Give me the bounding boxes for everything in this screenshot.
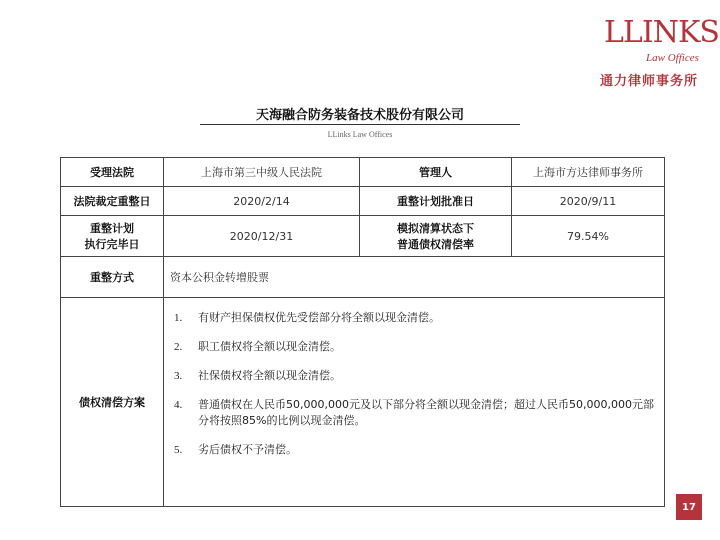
ruling-date-value: 2020/2/14 — [164, 187, 360, 216]
simulated-recovery-value: 79.54% — [512, 216, 665, 257]
table-row — [61, 298, 665, 507]
list-item-text: 有财产担保债权优先受偿部分将全额以现金清偿。 — [198, 311, 440, 324]
plan-label: 债权清偿方案 — [61, 298, 164, 507]
list-item-text: 劣后债权不予清偿。 — [198, 443, 297, 456]
list-item — [174, 339, 654, 355]
logo-wordmark: LLINKS — [604, 15, 719, 50]
table-row — [61, 158, 665, 187]
completion-date-label — [61, 216, 164, 257]
table-row — [61, 187, 665, 216]
approval-date-value: 2020/9/11 — [512, 187, 665, 216]
list-item-number: 3. — [174, 370, 183, 382]
list-item — [174, 310, 654, 326]
method-value: 资本公积金转增股票 — [164, 257, 665, 298]
list-item-number: 4. — [174, 399, 183, 411]
plan-list — [164, 298, 665, 507]
table-row — [61, 216, 665, 257]
completion-label-line-1: 重整计划 — [90, 222, 134, 235]
ruling-date-label: 法院裁定重整日 — [61, 187, 164, 216]
approval-date-label: 重整计划批准日 — [360, 187, 512, 216]
administrator-value: 上海市方达律师事务所 — [512, 158, 665, 187]
title-divider — [200, 124, 520, 125]
document-title: 天海融合防务装备技术股份有限公司 — [255, 108, 464, 123]
page-number-badge: 17 — [676, 494, 702, 520]
court-label: 受理法院 — [61, 158, 164, 187]
administrator-label: 管理人 — [360, 158, 512, 187]
list-item — [174, 442, 654, 458]
court-value: 上海市第三中级人民法院 — [164, 158, 360, 187]
simulated-label-line-1: 模拟清算状态下 — [397, 222, 474, 235]
logo-subtitle: Law Offices — [646, 52, 699, 64]
llinks-logo — [600, 14, 719, 94]
list-item — [174, 368, 654, 384]
list-item-number: 5. — [174, 444, 183, 456]
list-item — [174, 397, 654, 429]
completion-date-value: 2020/12/31 — [164, 216, 360, 257]
list-item-text: 社保债权将全额以现金清偿。 — [198, 369, 341, 382]
method-label: 重整方式 — [61, 257, 164, 298]
table-row — [61, 257, 665, 298]
list-item-number: 1. — [174, 312, 183, 324]
list-item-number: 2. — [174, 341, 183, 353]
simulated-recovery-label — [360, 216, 512, 257]
completion-label-line-2: 执行完毕日 — [84, 238, 140, 251]
list-item-text: 普通债权在人民币50,000,000元及以下部分将全额以现金清偿；超过人民币50,000,000元部分将按照85%的比例以现金清偿。 — [198, 398, 654, 427]
logo-chinese-name: 通力律师事务所 — [600, 74, 699, 89]
restructuring-info-table — [60, 157, 665, 507]
simulated-label-line-2: 普通债权清偿率 — [397, 238, 474, 251]
list-item-text: 职工债权将全额以现金清偿。 — [198, 340, 341, 353]
document-subtitle: LLinks Law Offices — [327, 130, 393, 139]
